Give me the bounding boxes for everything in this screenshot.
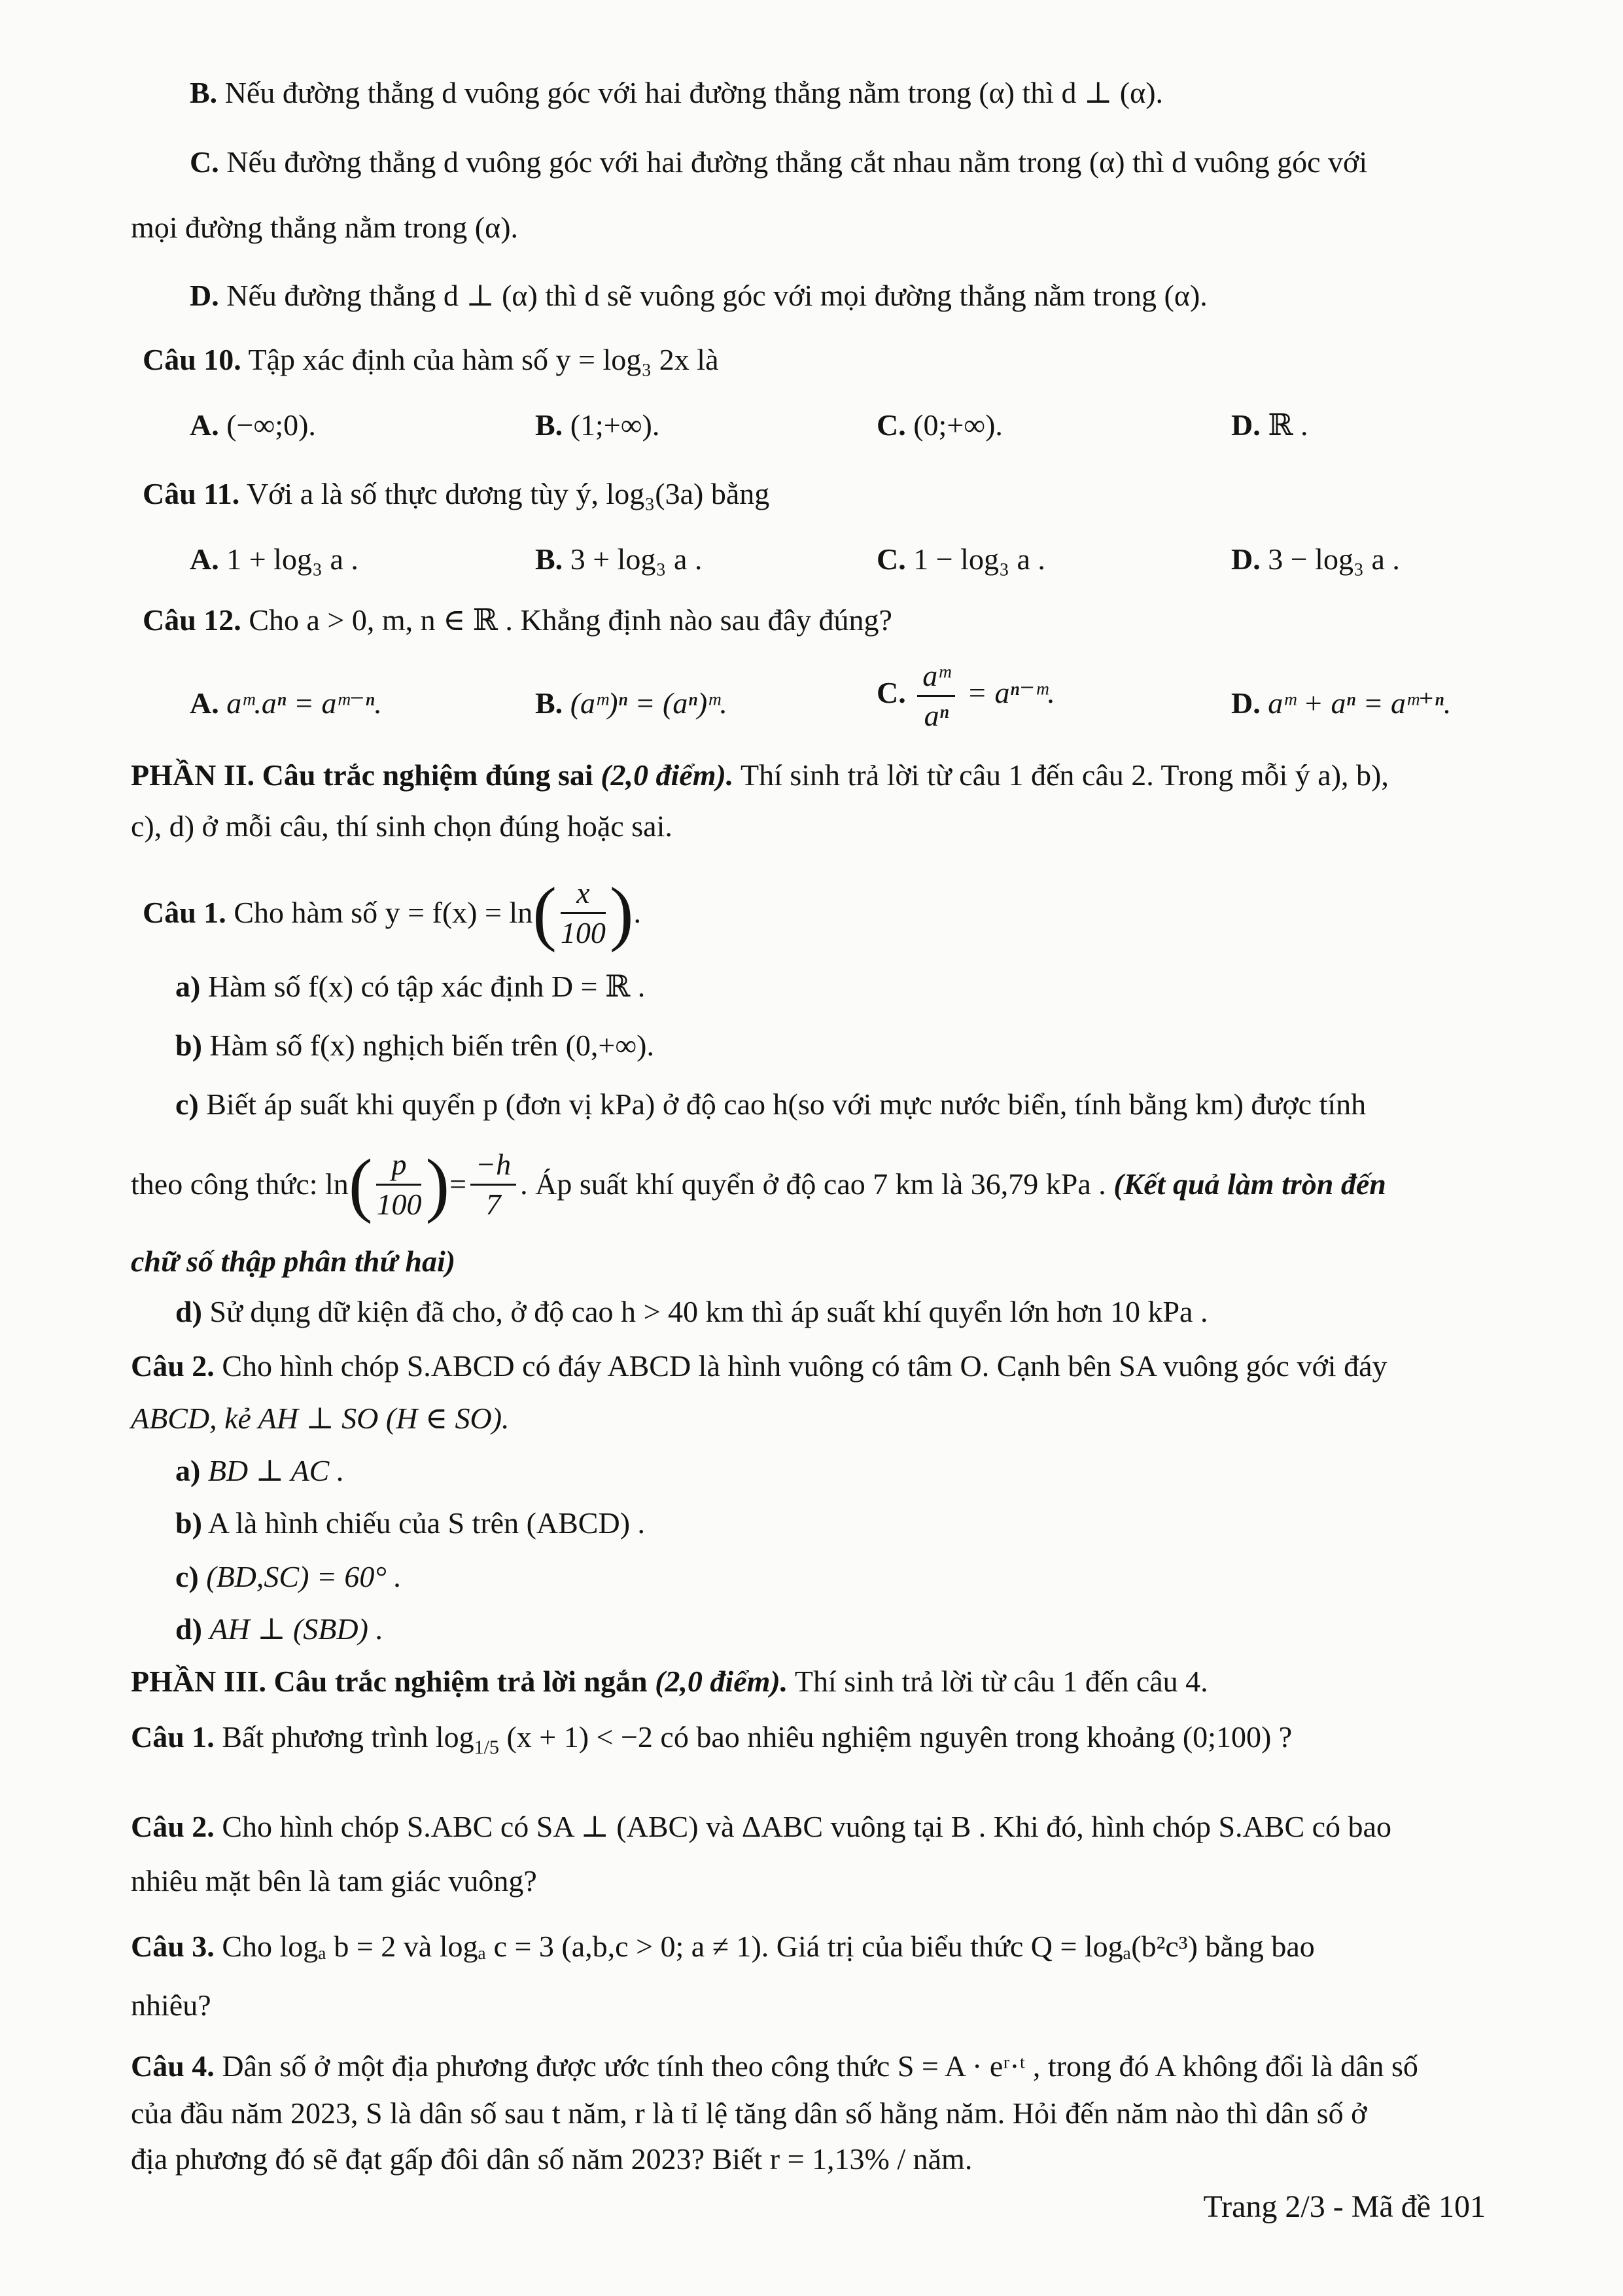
q12-option-c <box>877 661 1055 731</box>
p2-q1-d <box>175 1292 1208 1332</box>
p2-q1-c-formula-pre: theo công thức: ln <box>131 1167 349 1201</box>
part3-points: (2,0 điểm). <box>655 1665 788 1698</box>
p2-q1-c-den2: 7 <box>485 1187 501 1221</box>
p3-q2-label: Câu 2. <box>131 1810 215 1843</box>
q9-option-d <box>190 276 1208 315</box>
p2-q1-b-text: Hàm số f(x) nghịch biến trên (0,+∞). <box>209 1029 654 1062</box>
q11-a-label: A. <box>190 542 219 576</box>
p2-q2-a-text: BD ⊥ AC . <box>207 1454 345 1487</box>
p2-q2-d <box>175 1610 383 1649</box>
q10-b-label: B. <box>535 408 563 442</box>
q11-option-c <box>877 540 1045 579</box>
p3-q4-line3: địa phương đó sẽ đạt gấp đôi dân số năm 2023? Biết r = 1,13% / năm. <box>131 2142 973 2176</box>
q9-b-text: Nếu đường thẳng d vuông góc với hai đường thẳng nằm trong (α) thì d ⊥ (α). <box>224 76 1164 109</box>
p2-q1-c-label: c) <box>175 1087 199 1121</box>
q11-a-text: 1 + log₃ a . <box>226 542 358 576</box>
p2-q1-c-note: (Kết quả làm tròn đến <box>1113 1167 1386 1201</box>
q11-b-label: B. <box>535 542 563 576</box>
p3-q4-label: Câu 4. <box>131 2049 215 2083</box>
q9-option-c-line1 <box>190 143 1367 182</box>
part3-intro: Thí sinh trả lời từ câu 1 đến câu 4. <box>794 1665 1208 1698</box>
part2-heading <box>131 756 1389 795</box>
q11-option-b <box>535 540 702 579</box>
p2-q2-b-label: b) <box>175 1506 202 1540</box>
p2-q2-c-text: (BD,SC) = 60° . <box>206 1560 402 1593</box>
p2-q1-a <box>175 967 645 1006</box>
q12-c-label: C. <box>877 676 906 710</box>
p2-q1-c-fraction1 <box>376 1147 422 1221</box>
p2-q2-c-label: c) <box>175 1560 199 1593</box>
q10-label: Câu 10. <box>143 343 241 376</box>
part3-heading <box>131 1662 1208 1701</box>
p2-q1-c-num1: p <box>376 1150 421 1186</box>
q9-d-text: Nếu đường thẳng d ⊥ (α) thì d sẽ vuông góc với mọi đường thẳng nằm trong (α). <box>226 279 1208 312</box>
q9-c-label: C. <box>190 145 219 179</box>
part2-title: PHẦN II. Câu trắc nghiệm đúng sai <box>131 758 593 792</box>
q12-b-text: (aᵐ)ⁿ = (aⁿ)ᵐ. <box>570 686 727 720</box>
p3-q2-line2: nhiêu mặt bên là tam giác vuông? <box>131 1864 537 1898</box>
q9-b-label: B. <box>190 76 218 109</box>
q10-b-text: (1;+∞). <box>570 408 660 442</box>
q11-option-d <box>1231 540 1400 579</box>
p2-q1-stem: Câu 1. Cho hàm số y = f(x) = ln ( $\frac{x}{100}$ ) . <box>143 873 641 953</box>
p2-q1-a-text: Hàm số f(x) có tập xác định D = ℝ . <box>207 970 646 1003</box>
p2-q1-label: Câu 1. <box>143 896 226 929</box>
p2-q2-d-text: AH ⊥ (SBD) . <box>209 1612 383 1646</box>
p2-q1-d-label: d) <box>175 1295 202 1328</box>
p3-q1-base: 1/5 <box>474 1737 499 1759</box>
q10-option-a <box>190 406 316 445</box>
q10-d-text: ℝ . <box>1268 408 1308 442</box>
p2-q1-a-label: a) <box>175 970 201 1003</box>
q12-option-d <box>1231 684 1451 723</box>
p2-q2-stem2: ABCD, kẻ AH ⊥ SO (H ∈ SO). <box>131 1402 510 1435</box>
q12-b-label: B. <box>535 686 563 720</box>
p2-q1-paren-open: ( <box>532 873 557 953</box>
p2-q2-c <box>175 1557 402 1597</box>
q11-c-label: C. <box>877 542 906 576</box>
p2-q1-c-line2 <box>131 1144 1386 1224</box>
p2-q1-c-formula-post: . Áp suất khí quyển ở độ cao 7 km là 36,79 kPa . <box>520 1167 1106 1201</box>
p3-q4-text1: Dân số ở một địa phương được ước tính theo công thức S = A · eʳ·ᵗ , trong đó A không đổi là dân số <box>222 2049 1418 2083</box>
q9-c-text1: Nếu đường thẳng d vuông góc với hai đường thẳng cắt nhau nằm trong (α) thì d vuông góc với <box>226 145 1368 179</box>
p2-q1-b <box>175 1026 654 1065</box>
p3-q1-label: Câu 1. <box>131 1720 215 1754</box>
q12-a-label: A. <box>190 686 219 720</box>
p2-q1-c-line3: chữ số thập phân thứ hai) <box>131 1245 456 1278</box>
part2-intro1: Thí sinh trả lời từ câu 1 đến câu 2. Trong mỗi ý a), b), <box>741 758 1389 792</box>
p2-q1-c-num2: −h <box>470 1150 516 1186</box>
p2-q1-c-paren-close: ) <box>425 1144 450 1224</box>
p2-q1-c-fraction2 <box>470 1147 516 1221</box>
q10-d-label: D. <box>1231 408 1261 442</box>
p2-q1-numerator: x <box>561 878 606 914</box>
p3-q1-pre: Bất phương trình log <box>222 1720 474 1754</box>
q11-stem <box>143 474 769 514</box>
p3-q4-line2: của đầu năm 2023, S là dân số sau t năm, r là tỉ lệ tăng dân số hằng năm. Hỏi đến năm nào thì dân số ở <box>131 2096 1367 2130</box>
p2-q2-stem1 <box>131 1347 1387 1386</box>
q11-c-text: 1 − log₃ a . <box>913 542 1045 576</box>
p3-q1 <box>131 1718 1292 1767</box>
p3-q2-line1 <box>131 1807 1391 1846</box>
q11-option-a <box>190 540 358 579</box>
q11-text: Với a là số thực dương tùy ý, log₃(3a) bằng <box>246 477 770 510</box>
q9-option-c-line2: mọi đường thẳng nằm trong (α). <box>131 211 519 244</box>
p3-q3-line1 <box>131 1927 1315 1966</box>
p2-q1-denominator: 100 <box>560 915 606 949</box>
p3-q3-label: Câu 3. <box>131 1930 215 1963</box>
q10-option-d <box>1231 406 1308 445</box>
p3-q2-text1: Cho hình chóp S.ABC có SA ⊥ (ABC) và ΔABC vuông tại B . Khi đó, hình chóp S.ABC có bao <box>222 1810 1391 1843</box>
q11-d-label: D. <box>1231 542 1261 576</box>
p2-q1-paren-close: ) <box>609 873 634 953</box>
p2-q2-label: Câu 2. <box>131 1349 215 1383</box>
q9-option-b <box>190 73 1163 113</box>
q10-option-c <box>877 406 1003 445</box>
p2-q2-a-label: a) <box>175 1454 201 1487</box>
q11-d-text: 3 − log₃ a . <box>1268 542 1400 576</box>
q12-option-b <box>535 684 727 723</box>
q10-text: Tập xác định của hàm số y = log₃ 2x là <box>248 343 719 376</box>
q10-option-b <box>535 406 659 445</box>
p2-q1-c-eq: = <box>449 1167 467 1201</box>
q12-label: Câu 12. <box>143 603 241 637</box>
p3-q1-post: (x + 1) < −2 có bao nhiêu nghiệm nguyên trong khoảng (0;100) ? <box>506 1720 1293 1754</box>
p2-q2-text1: Cho hình chóp S.ABCD có đáy ABCD là hình vuông có tâm O. Cạnh bên SA vuông góc với đáy <box>222 1349 1387 1383</box>
q10-a-text: (−∞;0). <box>226 408 316 442</box>
p2-q1-c-text1: Biết áp suất khi quyển p (đơn vị kPa) ở độ cao h(so với mực nước biển, tính bằng km) được tính <box>206 1087 1367 1121</box>
p2-q1-c-line1 <box>175 1085 1366 1124</box>
q9-d-label: D. <box>190 279 219 312</box>
q10-stem <box>143 340 719 380</box>
p3-q4-line1 <box>131 2047 1418 2086</box>
q12-c-rest: = aⁿ⁻ᵐ. <box>966 676 1055 710</box>
q11-b-text: 3 + log₃ a . <box>570 542 703 576</box>
q12-option-a <box>190 684 382 723</box>
q12-d-label: D. <box>1231 686 1261 720</box>
part2-points: (2,0 điểm). <box>601 758 734 792</box>
p2-q2-b-text: A là hình chiếu của S trên (ABCD) . <box>207 1506 646 1540</box>
q11-label: Câu 11. <box>143 477 240 510</box>
q12-c-numerator: aᵐ <box>917 661 955 697</box>
page-footer: Trang 2/3 - Mã đề 101 <box>1203 2189 1486 2224</box>
q12-a-text: aᵐ.aⁿ = aᵐ⁻ⁿ. <box>226 686 382 720</box>
p2-q1-c-paren-open: ( <box>348 1144 373 1224</box>
p3-q3-text1: Cho logₐ b = 2 và logₐ c = 3 (a,b,c > 0; a ≠ 1). Giá trị của biểu thức Q = logₐ(b²c³) bằng bao <box>222 1930 1315 1963</box>
q12-c-fraction <box>917 661 955 731</box>
p2-q2-a <box>175 1451 344 1491</box>
p2-q1-fraction <box>560 875 606 949</box>
p2-q1-d-text: Sử dụng dữ kiện đã cho, ở độ cao h > 40 km thì áp suất khí quyển lớn hơn 10 kPa . <box>209 1295 1208 1328</box>
p2-q1-c-den1: 100 <box>376 1187 422 1221</box>
p3-q3-line2: nhiêu? <box>131 1988 211 2022</box>
q10-c-label: C. <box>877 408 906 442</box>
part3-title: PHẦN III. Câu trắc nghiệm trả lời ngắn <box>131 1665 648 1698</box>
p2-q2-b <box>175 1504 645 1543</box>
p2-q2-d-label: d) <box>175 1612 202 1646</box>
q12-d-text: aᵐ + aⁿ = aᵐ⁺ⁿ. <box>1268 686 1452 720</box>
q12-c-denominator: aⁿ <box>924 699 949 732</box>
q10-a-label: A. <box>190 408 219 442</box>
p2-q1-b-label: b) <box>175 1029 202 1062</box>
q12-text: Cho a > 0, m, n ∈ ℝ . Khẳng định nào sau đây đúng? <box>249 603 892 637</box>
q10-c-text: (0;+∞). <box>913 408 1003 442</box>
q12-stem <box>143 601 892 640</box>
part2-intro2: c), d) ở mỗi câu, thí sinh chọn đúng hoặc sai. <box>131 809 672 843</box>
p2-q1-text: Cho hàm số y = f(x) = ln <box>234 896 533 929</box>
